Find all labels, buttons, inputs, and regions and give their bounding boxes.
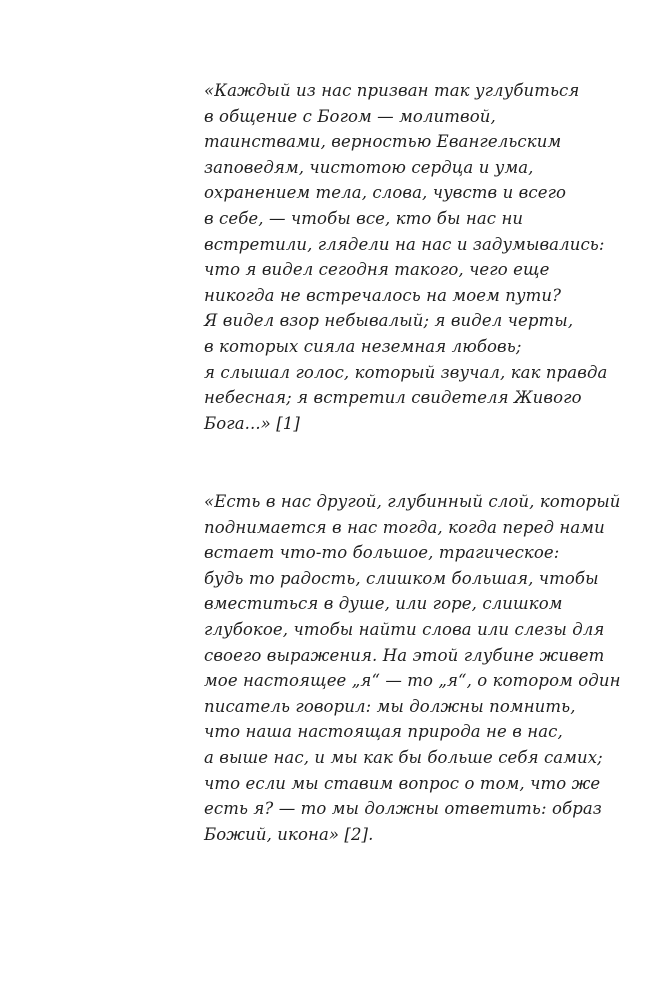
quote-line: «Есть в нас другой, глубинный слой, который xyxy=(204,492,621,511)
quote-line: что если мы ставим вопрос о том, что же xyxy=(204,773,601,793)
quote-line: а выше нас, и мы как бы больше себя самих; xyxy=(204,747,603,767)
quote-line: что я видел сегодня такого, чего еще xyxy=(204,260,550,280)
quote-line: поднимается в нас тогда, когда перед нами xyxy=(204,517,605,537)
quote-line: «Каждый из нас призван так углубиться xyxy=(204,81,580,100)
quote-line: таинствами, верностью Евангельским xyxy=(204,132,562,152)
quote-block-1 xyxy=(204,78,644,436)
quote-line: писатель говорил: мы должны помнить, xyxy=(204,696,576,716)
quote-line: мое настоящее „я“ — то „я“, о котором один xyxy=(204,671,621,691)
quote-line: вместиться в душе, или горе, слишком xyxy=(204,594,563,614)
quote-line: я слышал голос, который звучал, как правда xyxy=(204,362,608,382)
quote-line: встает что-то большое, трагическое: xyxy=(204,543,560,563)
quote-line: своего выражения. На этой глубине живет xyxy=(204,645,605,665)
quote-line: Я видел взор небывалый; я видел черты, xyxy=(204,311,574,331)
quote-line: заповедям, чистотою сердца и ума, xyxy=(204,157,534,177)
quote-line: никогда не встречалось на моем пути? xyxy=(204,285,562,305)
quote-line: небесная; я встретил свидетеля Живого xyxy=(204,388,582,408)
quote-line: в которых сияла неземная любовь; xyxy=(204,336,522,356)
quote-line: есть я? — то мы должны ответить: образ xyxy=(204,799,602,819)
quote-line: глубокое, чтобы найти слова или слезы для xyxy=(204,619,605,639)
quote-line: в себе, — чтобы все, кто бы нас ни xyxy=(204,208,524,228)
quote-block-2 xyxy=(204,489,644,847)
quote-line: что наша настоящая природа не в нас, xyxy=(204,722,563,742)
quote-line: встретили, глядели на нас и задумывались: xyxy=(204,234,605,254)
quote-line: в общение с Богом — молитвой, xyxy=(204,106,496,126)
quote-line: будь то радость, слишком большая, чтобы xyxy=(204,568,599,588)
quote-line: охранением тела, слова, чувств и всего xyxy=(204,183,567,203)
quote-line: Божий, икона» [2]. xyxy=(204,824,374,844)
quote-line: Бога...» [1] xyxy=(204,413,300,433)
